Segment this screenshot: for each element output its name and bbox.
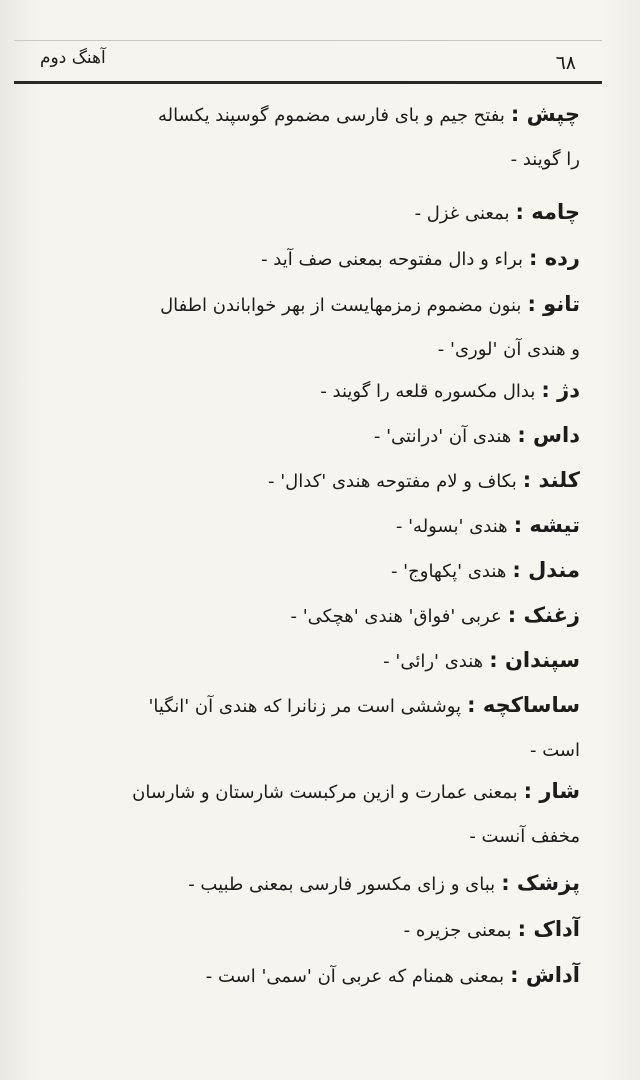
entry-gloss: هندی 'پکهاوج' - [390, 561, 507, 582]
entry-term: داس : [517, 423, 580, 447]
entry-term: مندل : [512, 558, 580, 582]
entry-line [30, 648, 580, 693]
entry-gloss: براء و دال مفتوحه بمعنی صف آید - [261, 249, 523, 270]
entry-line [30, 871, 580, 917]
entry-gloss: هندی 'رائی' - [383, 651, 484, 672]
entry-term: دژ : [541, 378, 580, 402]
entry-gloss: هندی آن 'درانتی' - [373, 426, 512, 447]
entry-continuation-text: را گویند - [510, 149, 580, 170]
entry-term: آداک : [517, 917, 580, 941]
entry-line [30, 246, 580, 292]
entry-line [30, 292, 580, 338]
entry-line [30, 693, 580, 739]
entry-gloss: پوششی است مر زنانرا که هندی آن 'انگیا' [148, 696, 462, 717]
entry-continuation-text: و هندی آن 'لوری' - [437, 339, 580, 360]
entry-term: زغنک : [507, 603, 580, 627]
entry-continuation [30, 338, 580, 378]
header-rule-thick [14, 81, 602, 84]
entry-gloss: هندی 'بسوله' - [395, 516, 508, 537]
entry-gloss: بمعنی جزیره - [403, 920, 512, 941]
entry-line [30, 423, 580, 468]
entry-term: شار : [523, 779, 580, 803]
entry-term: کلند : [522, 468, 580, 492]
entry-term: ساساکچه : [467, 693, 580, 717]
entry-continuation-text: است - [530, 740, 580, 761]
entry-gloss: بمعنی عمارت و ازین مرکبست شارستان و شارسان [132, 782, 518, 803]
entry-term: رده : [529, 246, 580, 270]
entry-line [30, 558, 580, 603]
entry-term: پزشک : [501, 871, 580, 895]
entry-line [30, 468, 580, 513]
entry-continuation [30, 825, 580, 871]
entry-line [30, 779, 580, 825]
entry-gloss: بمعنی همنام که عربی آن 'سمی' است - [205, 966, 505, 987]
entry-term: تیشه : [513, 513, 580, 537]
page-header [14, 40, 602, 84]
running-title: آهنگ دوم [40, 48, 106, 68]
entry-line [30, 917, 580, 963]
entry-line [30, 963, 580, 1009]
entry-term: چامه : [515, 200, 580, 224]
entry-continuation [30, 148, 580, 200]
entry-gloss: عربی 'فواق' هندی 'هچکی' - [290, 606, 502, 627]
entry-continuation [30, 739, 580, 779]
glossary-body [30, 102, 580, 1009]
entry-term: آداش : [510, 963, 580, 987]
entry-line [30, 513, 580, 558]
page-number: ٦٨ [555, 52, 576, 74]
entry-gloss: ببای و زای مکسور فارسی بمعنی طبیب - [188, 874, 496, 895]
entry-term: سپندان : [489, 648, 580, 672]
entry-term: چپش : [510, 102, 580, 126]
entry-line [30, 378, 580, 423]
entry-term: تانو : [527, 292, 580, 316]
entry-gloss: بمعنی غزل - [414, 203, 510, 224]
entry-continuation-text: مخفف آنست - [469, 826, 580, 847]
entry-gloss: بکاف و لام مفتوحه هندی 'کدال' - [268, 471, 517, 492]
entry-line [30, 603, 580, 648]
entry-line [30, 200, 580, 246]
entry-gloss: بفتح جیم و بای فارسی مضموم گوسپند یکساله [157, 105, 505, 126]
entry-gloss: بنون مضموم زمزمهایست از بهر خواباندن اطفال [160, 295, 522, 316]
entry-gloss: بدال مکسوره قلعه را گویند - [320, 381, 536, 402]
entry-line [30, 102, 580, 148]
